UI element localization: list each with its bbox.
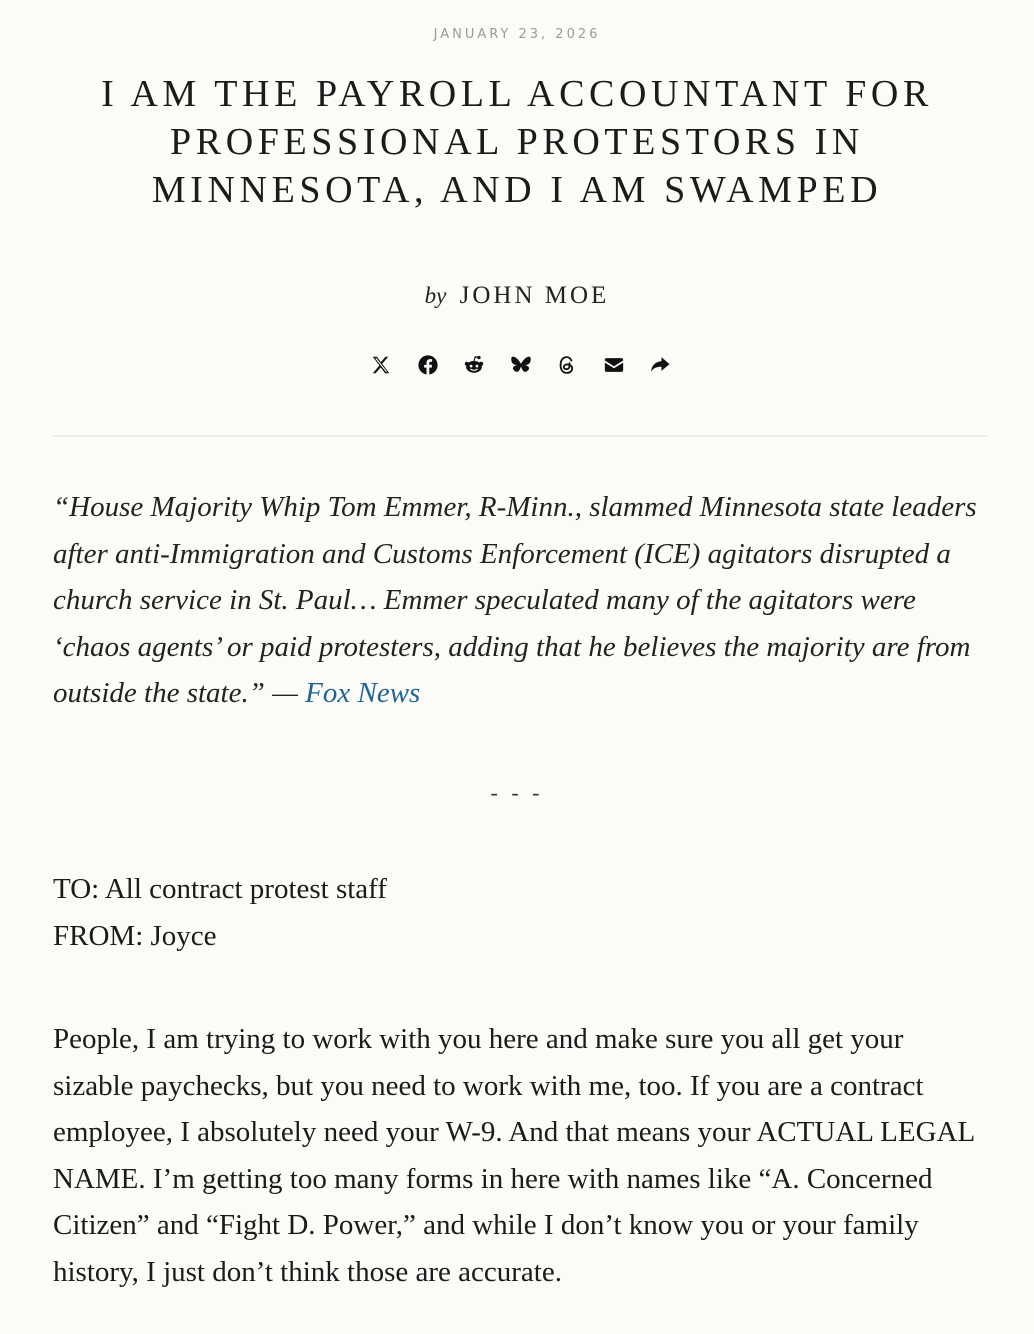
- share-icon[interactable]: [647, 352, 673, 378]
- email-icon[interactable]: [601, 352, 627, 378]
- post-title: I AM THE PAYROLL ACCOUNTANT FOR PROFESSIONAL PROTESTORS IN MINNESOTA, AND I AM SWAMPED: [101, 73, 933, 211]
- author-name[interactable]: JOHN MOE: [459, 282, 610, 309]
- epigraph-quote: [53, 484, 987, 717]
- fox-news-link[interactable]: Fox News: [305, 677, 421, 709]
- header-divider: [53, 435, 987, 437]
- memo-header: [53, 866, 987, 959]
- x-icon[interactable]: [368, 352, 394, 378]
- facebook-icon[interactable]: [415, 352, 441, 378]
- byline-prefix: by: [424, 283, 447, 308]
- post-date: JANUARY 23, 2026: [433, 27, 601, 42]
- epigraph-text: “House Majority Whip Tom Emmer, R-Minn., slammed Minnesota state leaders after anti-Immigration and Customs Enforcement (ICE) agitators disrupted a church service in St. Paul… Emmer speculated many of the agitators were ‘chaos agents’ or paid protesters, adding that he believes the majority are from outside the state.” —: [53, 491, 977, 709]
- bluesky-icon[interactable]: [508, 352, 534, 378]
- threads-icon[interactable]: [554, 352, 580, 378]
- reddit-icon[interactable]: [461, 352, 487, 378]
- share-bar: [368, 351, 673, 379]
- memo-from: FROM: Joyce: [53, 919, 217, 952]
- memo-to: TO: All contract protest staff: [53, 873, 387, 905]
- body-paragraph: People, I am trying to work with you here and make sure you all get your sizable paychecks, but you need to work with me, too. If you are a contract employee, I absolutely need your W-9. And that means your ACTUAL LEGAL NAME. I’m getting too many forms in here with names like “A. Concerned Citizen” and “Fight D. Power,” and while I don’t know you or your family history, I just don’t think those are accurate.: [53, 1023, 975, 1288]
- byline: [0, 280, 1034, 312]
- section-separator: - - -: [490, 780, 544, 805]
